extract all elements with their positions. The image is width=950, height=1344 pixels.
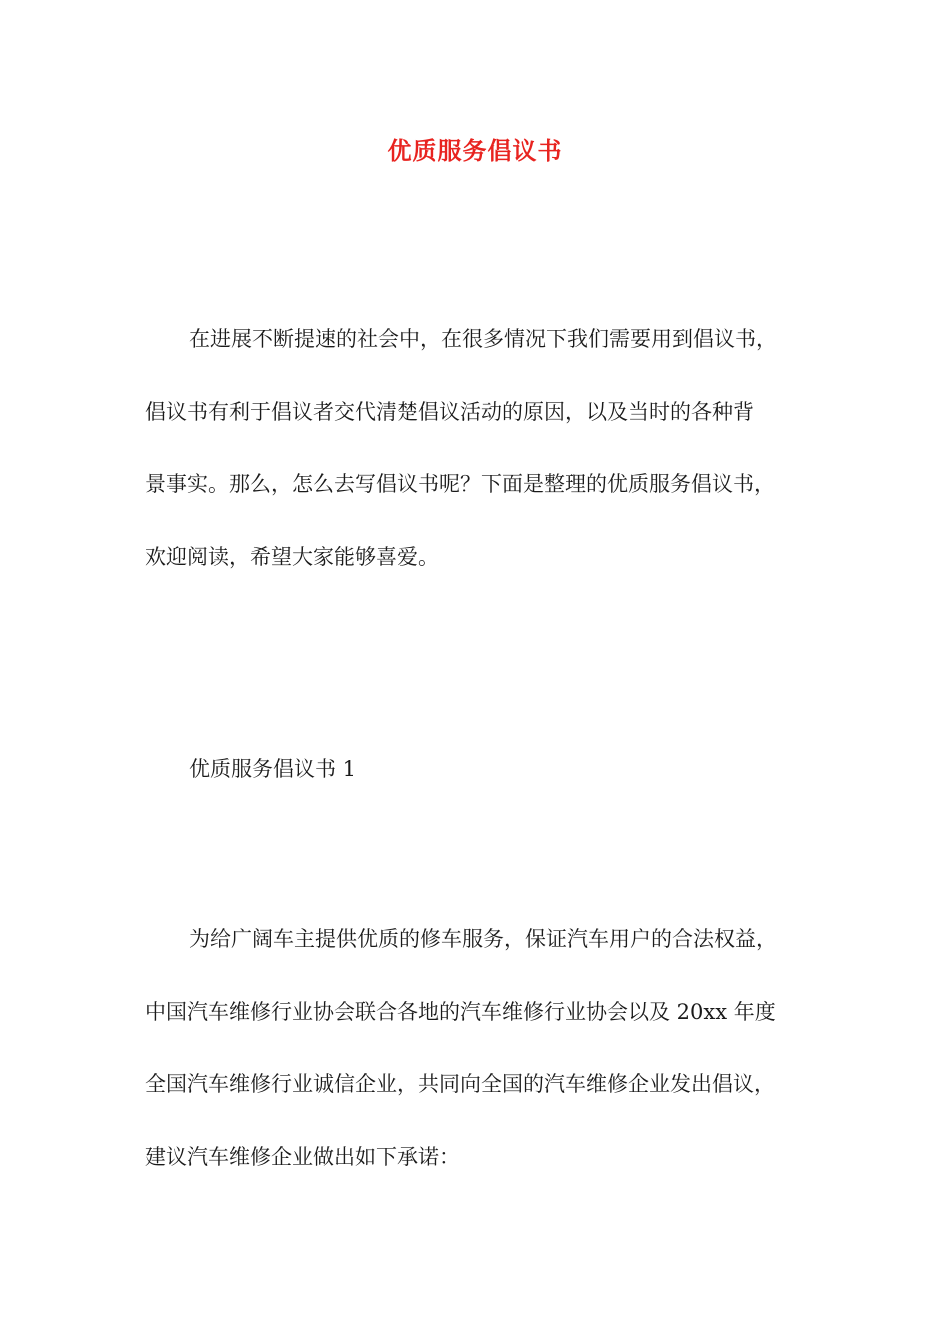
body-line: 全国汽车维修行业诚信企业，共同向全国的汽车维修企业发出倡议， [145,1072,775,1096]
document-title: 优质服务倡议书 [387,137,563,165]
intro-line: 在进展不断提速的社会中，在很多情况下我们需要用到倡议书， [189,327,777,351]
intro-line: 景事实。那么，怎么去写倡议书呢？下面是整理的优质服务倡议书， [145,472,775,496]
body-paragraph [145,903,825,1193]
body-line: 中国汽车维修行业协会联合各地的汽车维修行业协会以及 20xx 年度 [145,999,776,1024]
body-line: 建议汽车维修企业做出如下承诺： [145,1144,460,1169]
intro-line: 倡议书有利于倡议者交代清楚倡议活动的原因，以及当时的各种背 [145,399,754,424]
section-heading [145,733,825,806]
intro-line: 欢迎阅读，希望大家能够喜爱。 [145,544,439,569]
body-line: 为给广阔车主提供优质的修车服务，保证汽车用户的合法权益， [189,927,777,951]
section-heading-text: 优质服务倡议书 1 [189,757,357,781]
intro-paragraph [145,303,825,593]
